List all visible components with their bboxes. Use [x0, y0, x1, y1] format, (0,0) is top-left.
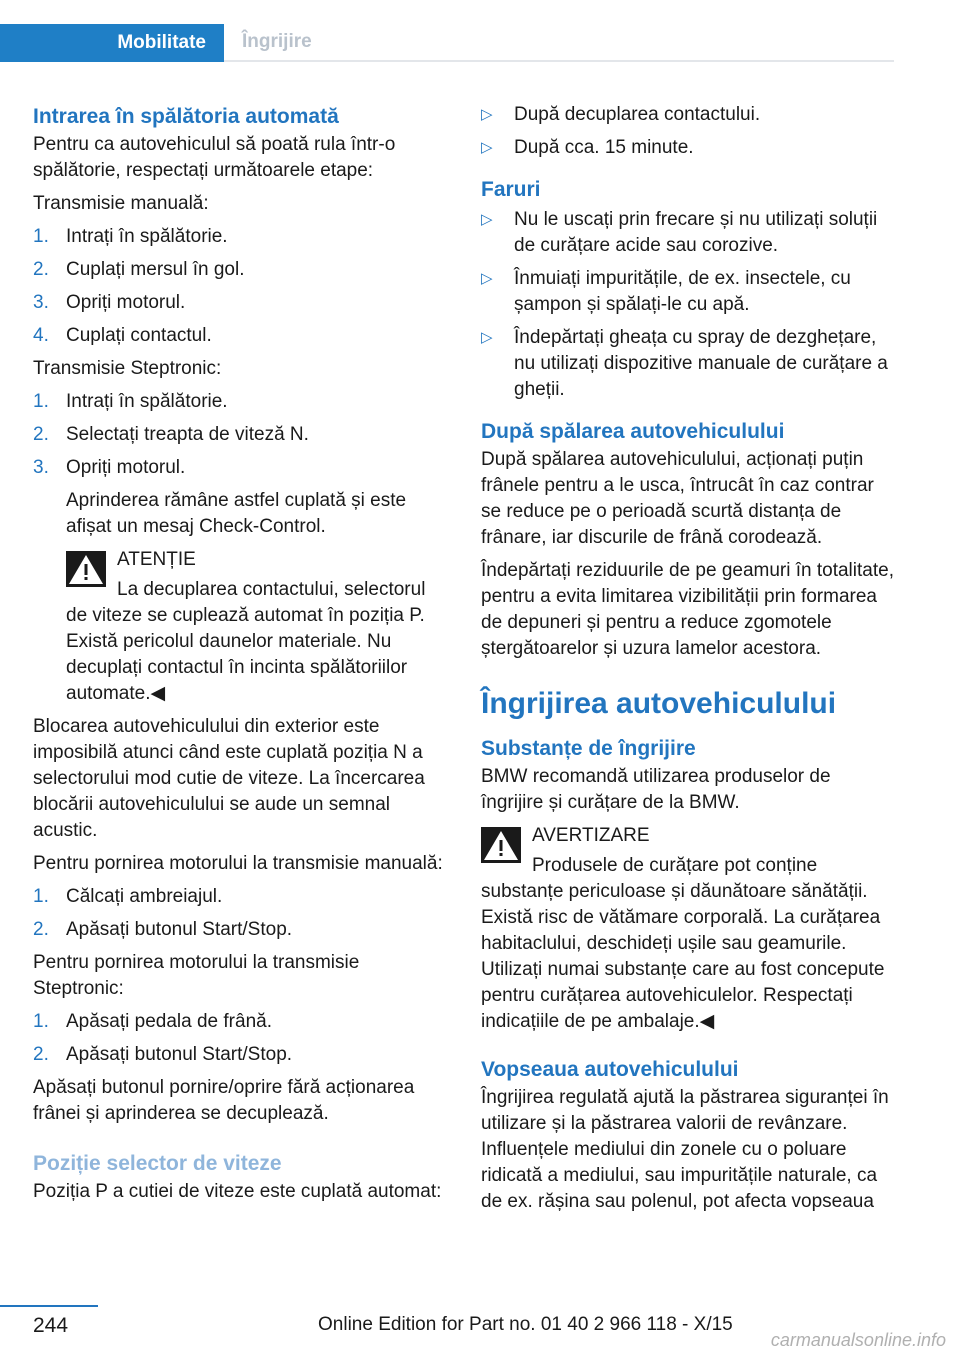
paragraph-manual: Transmisie manuală:: [33, 193, 209, 214]
list-item: [33, 257, 443, 283]
edition-label: Online Edition for Part no. 01 40 2 966 118 - X/15: [318, 1314, 733, 1335]
heading-paint: Vopseaua autovehiculului: [481, 1058, 739, 1081]
warning-text: Produsele de curățare pot conține substanțe periculoase și dăunătoare sănătății. Există risc de vătămare corporală. La curățarea habitaclului, deschideți ușile sau geamurile. Utilizați numai substanțe care au fost concepute pentru curățarea autovehiculelor. Respectați indicațiile de pe ambalaje.◀: [481, 855, 885, 1032]
list-number: 2.: [33, 1044, 49, 1065]
heading-selector: Poziție selector de viteze: [33, 1152, 282, 1175]
list-text: Apăsați butonul Start/Stop.: [66, 919, 293, 940]
warning-text: La decuplarea contactului, selectorul de viteze se cuplează automat în poziția P. Există pericolul daunelor materiale. Nu decuplați contactul în incinta spălătoriilor automate.◀: [66, 579, 426, 704]
paragraph-after-2: Îndepărtați reziduurile de pe geamuri în totalitate, pentru a evita limitarea vizibilității prin formarea de depuneri și pentru a reduce zgomotele ștergătoarelor și uzura lamelor acestora.: [481, 560, 894, 659]
list-number: 3.: [33, 292, 49, 313]
list-text: Înmuiați impuritățile, de ex. insectele, cu șampon și spălați-le cu apă.: [514, 268, 851, 315]
list-item: [33, 884, 443, 910]
list-number: 4.: [33, 325, 49, 346]
list-item: [33, 323, 443, 349]
list-text: Cuplați mersul în gol.: [66, 259, 245, 280]
list-start-steptronic: [33, 1009, 443, 1068]
list-text: Opriți motorul.: [66, 457, 186, 478]
list-text: Selectați treapta de viteză N.: [66, 424, 309, 445]
list-text: Apăsați pedala de frână.: [66, 1011, 272, 1032]
list-start-manual: [33, 884, 443, 943]
list-steptronic-steps: [33, 389, 443, 540]
paragraph-lock: Blocarea autovehiculului din exterior este imposibilă atunci când este cuplată poziția N a selectorului mod cutie de viteze. La încercarea blocării autovehiculului se aude un semnal acustic.: [33, 716, 425, 841]
list-number: 1.: [33, 1011, 49, 1032]
warning-icon: [481, 827, 521, 863]
list-item: [33, 1042, 443, 1068]
warning-title: AVERTIZARE: [532, 825, 650, 846]
watermark: carmanualsonline.info: [770, 1330, 946, 1350]
list-light-bullets: [481, 207, 895, 403]
warning-body: [66, 547, 443, 707]
list-number: 1.: [33, 226, 49, 247]
paragraph-press: Apăsați butonul pornire/oprire fără acționarea frânei și aprinderea se decuplează.: [33, 1077, 415, 1124]
list-item: [33, 455, 443, 540]
list-text: Îndepărtați gheața cu spray de dezghețare, nu utilizați dispozitive manuale de curățare a gheții.: [514, 327, 888, 400]
heading-car-care: Îngrijirea autovehiculului: [481, 687, 837, 720]
list-item: [481, 102, 895, 128]
list-item: [481, 325, 895, 403]
paragraph-substances: BMW recomandă utilizarea produselor de îngrijire și curățare de la BMW.: [481, 766, 831, 813]
list-item: [33, 422, 443, 448]
list-text: Opriți motorul.: [66, 292, 186, 313]
list-text: Intrați în spălătorie.: [66, 391, 228, 412]
list-item: [481, 207, 895, 259]
paragraph-intro: Pentru ca autovehiculul să poată rula într-o spălătorie, respectați următoarele etape:: [33, 134, 396, 181]
list-item: [481, 266, 895, 318]
paragraph-start-steptronic: Pentru pornirea motorului la transmisie Steptronic:: [33, 952, 360, 999]
list-number: 2.: [33, 259, 49, 280]
paragraph-selector: Poziția P a cutiei de viteze este cuplată automat:: [33, 1181, 442, 1202]
paragraph-paint: Îngrijirea regulată ajută la păstrarea siguranței în utilizare și la păstrarea valorii de revânzare. Influențele mediului din zonele cu o poluare ridicată a mediului, sau impuritățile naturale, ca de ex. rășina sau polenul, pot afecta vopseaua: [481, 1087, 889, 1212]
warning-box: [66, 547, 443, 707]
warning-body: [481, 823, 895, 1035]
paragraph-steptronic: Transmisie Steptronic:: [33, 358, 222, 379]
bullet-icon: ▷: [481, 211, 493, 228]
list-number: 3.: [33, 457, 49, 478]
list-number: 1.: [33, 391, 49, 412]
page-number: 244: [33, 1314, 69, 1337]
list-number: 2.: [33, 919, 49, 940]
tab-ingrijire[interactable]: Îngrijire: [224, 24, 894, 62]
list-item: [33, 389, 443, 415]
heading-car-wash: Intrarea în spălătoria automată: [33, 105, 339, 128]
footer-divider: [0, 1305, 98, 1307]
warning-title: ATENȚIE: [117, 549, 196, 570]
list-number: 2.: [33, 424, 49, 445]
left-column: [33, 102, 443, 1205]
step-note: Aprinderea rămâne astfel cuplată și este afișat un mesaj Check-Control.: [66, 490, 407, 537]
header-bar: [0, 24, 894, 62]
list-text: Intrați în spălătorie.: [66, 226, 228, 247]
heading-lights: Faruri: [481, 178, 541, 201]
list-item: [33, 290, 443, 316]
list-item: [33, 224, 443, 250]
list-text: După cca. 15 minute.: [514, 137, 694, 158]
bullet-icon: ▷: [481, 106, 493, 123]
paragraph-after-1: După spălarea autovehiculului, acționați puțin frânele pentru a le usca, întrucât în caz contrar se reduce pe o perioadă scurtă distanța de frânare, iar discurile de frână corodează.: [481, 449, 874, 548]
list-item: [481, 135, 895, 161]
bullet-icon: ▷: [481, 329, 493, 346]
paragraph-start-manual: Pentru pornirea motorului la transmisie manuală:: [33, 853, 443, 874]
warning-icon: [66, 551, 106, 587]
list-number: 1.: [33, 886, 49, 907]
list-text: Călcați ambreiajul.: [66, 886, 223, 907]
right-column: [481, 102, 895, 1215]
list-item: [33, 917, 443, 943]
list-text: După decuplarea contactului.: [514, 104, 761, 125]
list-manual-steps: [33, 224, 443, 349]
warning-box: [481, 823, 895, 1035]
list-item: [33, 1009, 443, 1035]
heading-after-wash: După spălarea autovehiculului: [481, 420, 785, 443]
list-text: Cuplați contactul.: [66, 325, 212, 346]
list-top-bullets: [481, 102, 895, 161]
bullet-icon: ▷: [481, 139, 493, 156]
bullet-icon: ▷: [481, 270, 493, 287]
list-text: Apăsați butonul Start/Stop.: [66, 1044, 293, 1065]
heading-substances: Substanțe de îngrijire: [481, 737, 696, 760]
tab-mobilitate[interactable]: Mobilitate: [0, 24, 224, 62]
list-text: Nu le uscați prin frecare și nu utilizați soluții de curățare acide sau corozive.: [514, 209, 878, 256]
